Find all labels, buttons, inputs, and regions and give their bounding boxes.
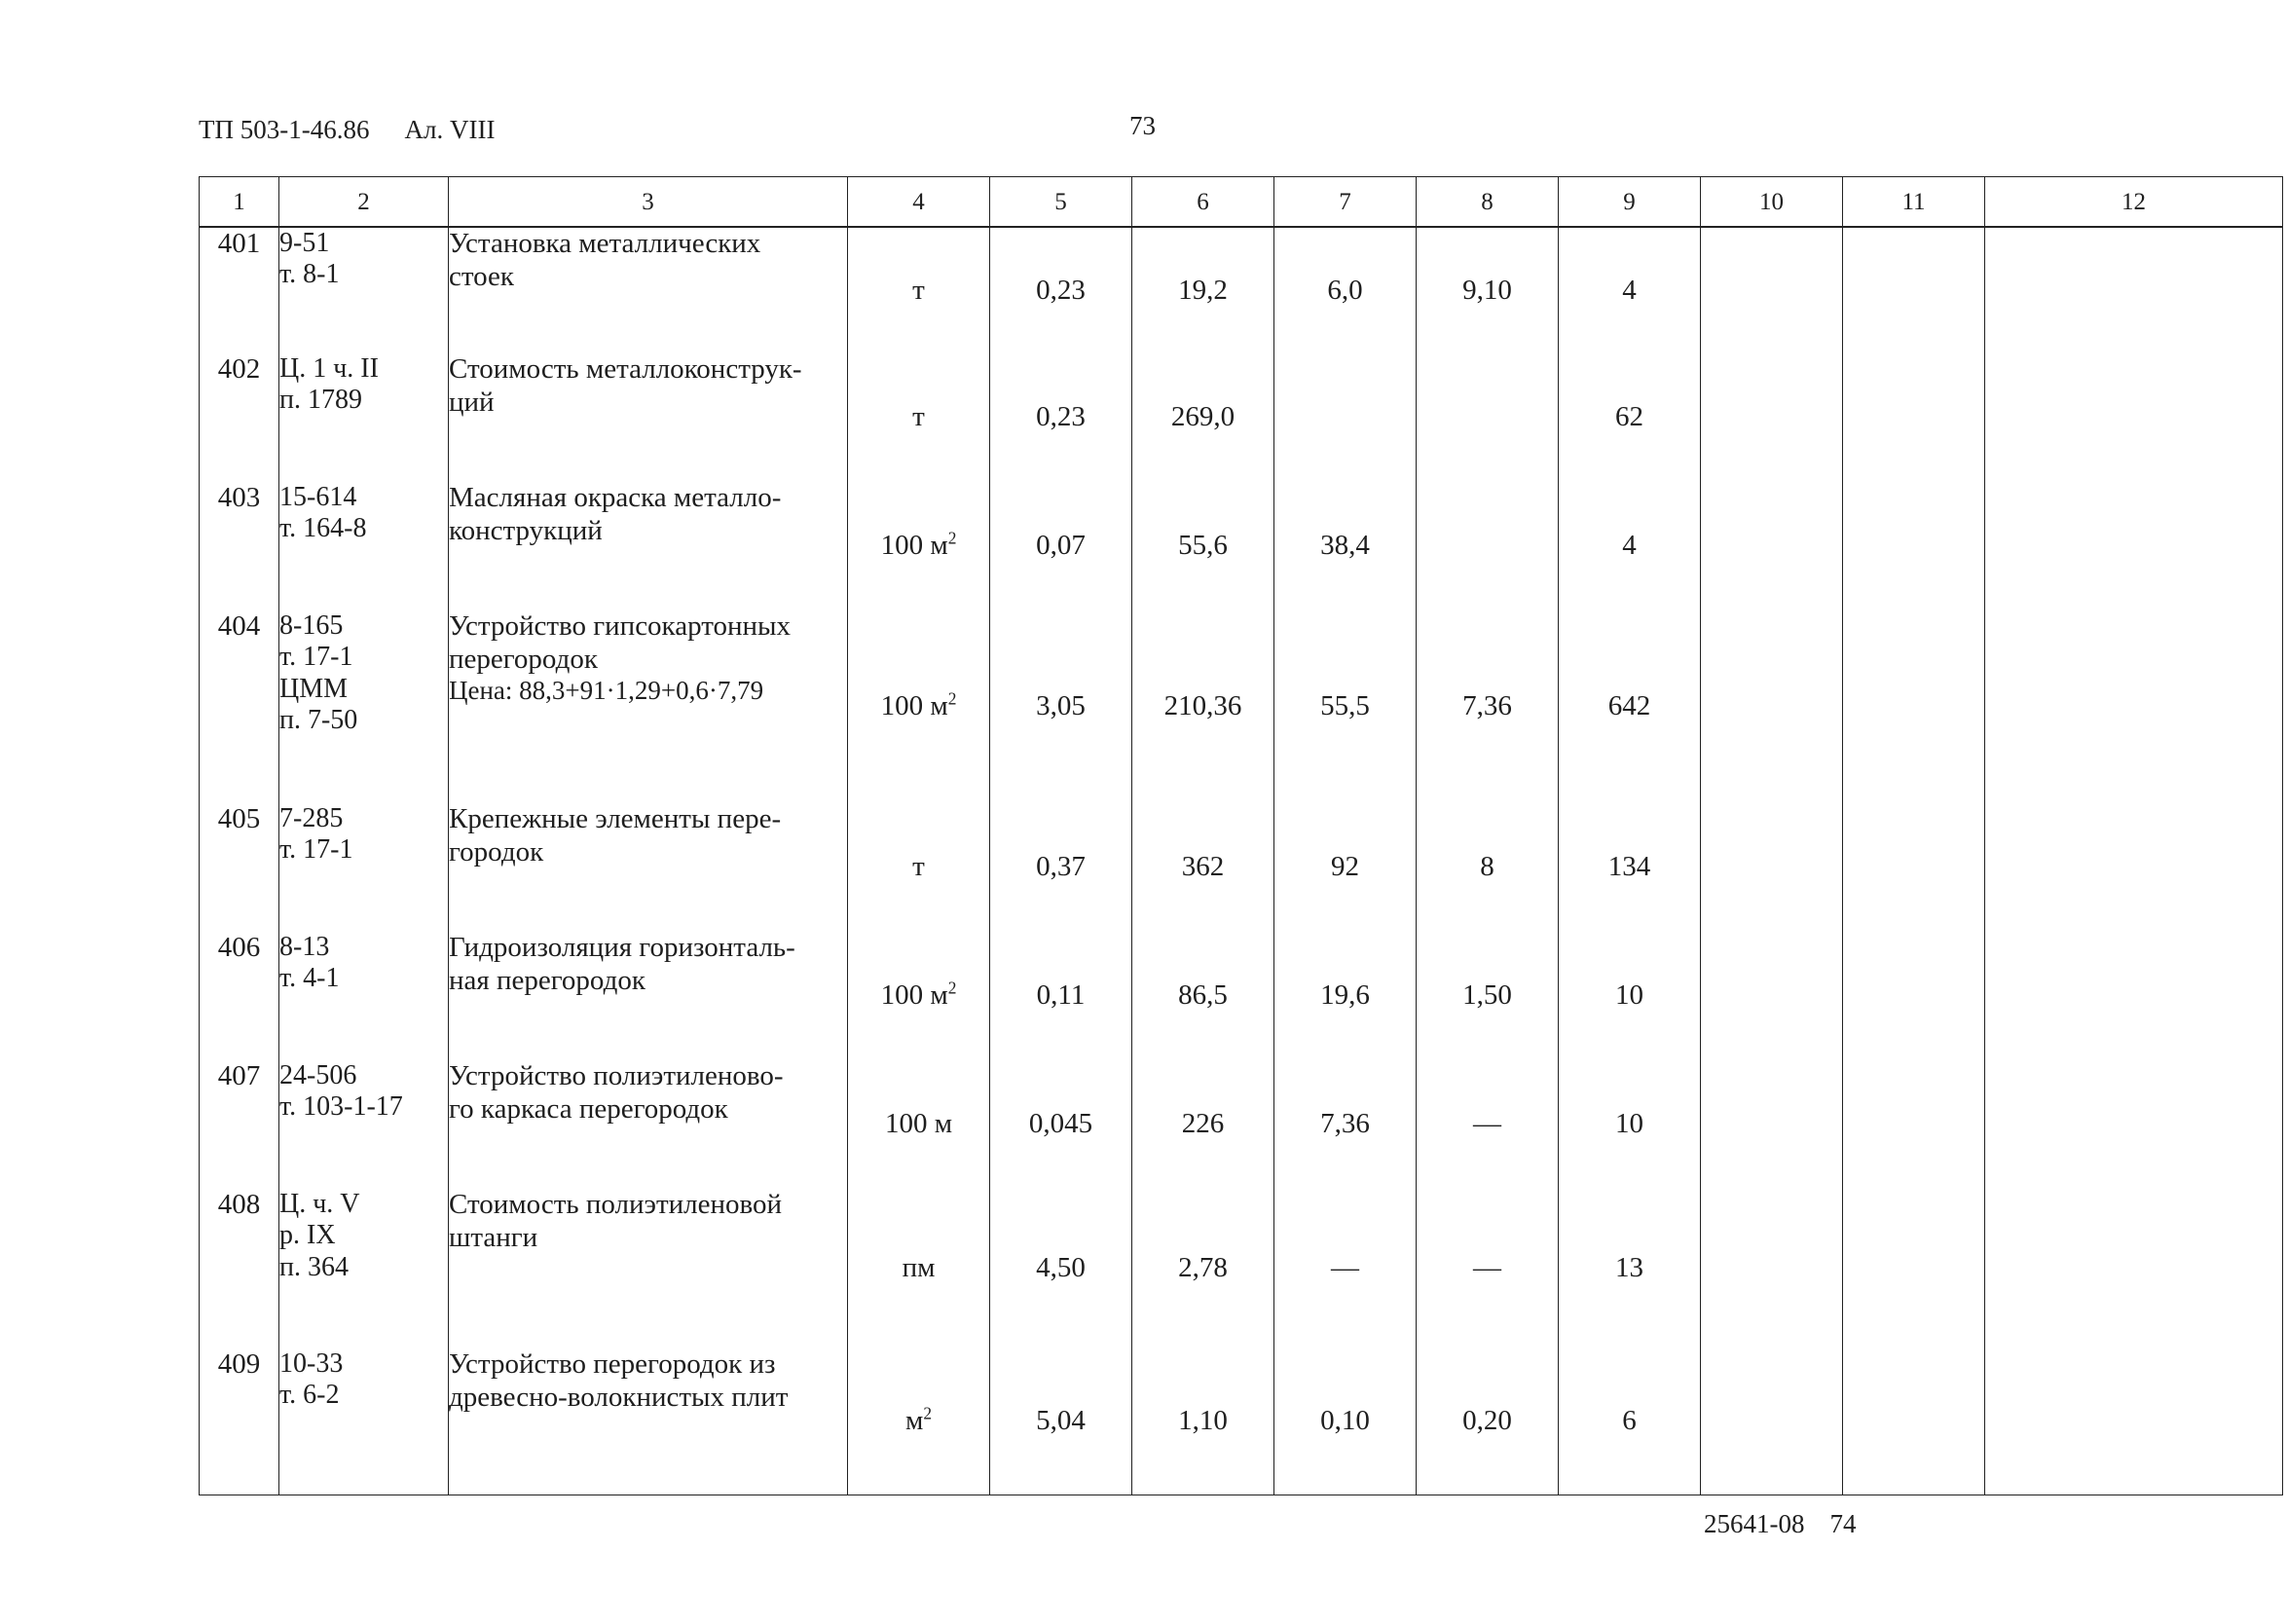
table-row [200,610,2283,803]
unit-cell [848,1060,990,1189]
norm-code-line: р. IX [279,1220,336,1251]
norm-code [279,1060,449,1189]
quantity-cell: 0,11 [990,932,1132,1060]
description-line: штанги [449,1221,538,1253]
wage-cost-cell: 19,6 [1274,932,1417,1060]
table-row [200,1060,2283,1189]
col11-cell [1843,1348,1985,1495]
norm-code-line: 8-165 [279,610,344,641]
description-line: Крепежные элементы пере- [449,803,782,834]
col12-cell [1985,932,2283,1060]
column-header: 1 [200,177,279,228]
norm-code-line: 7-285 [279,803,344,833]
work-description [449,482,848,610]
norm-code [279,610,449,803]
total-cost-cell: 10 [1559,932,1701,1060]
total-cost-cell: 134 [1559,803,1701,932]
col11-cell [1843,932,1985,1060]
col10-cell [1701,1348,1843,1495]
unit-superscript: 2 [947,978,957,998]
document-code: ТП 503-1-46.86 [199,115,370,144]
norm-code [279,1348,449,1495]
col10-cell [1701,482,1843,610]
row-number: 401 [200,227,279,353]
wage-cost-cell: 7,36 [1274,1060,1417,1189]
norm-code-line: т. 17-1 [279,642,353,673]
quantity-cell: 0,23 [990,353,1132,482]
unit-text: 100 м [884,1108,953,1140]
norm-code-line: п. 7-50 [279,705,358,736]
description-line: Масляная окраска металло- [449,482,782,513]
norm-code-line: Ц. ч. V [279,1189,360,1219]
column-header: 10 [1701,177,1843,228]
description-line: Устройство полиэтиленово- [449,1060,784,1091]
description-line: городок [449,835,544,867]
description-line: Установка металлических [449,228,761,259]
total-cost-cell: 4 [1559,482,1701,610]
column-header: 12 [1985,177,2283,228]
work-description [449,803,848,932]
quantity-cell: 0,23 [990,227,1132,353]
norm-code-line: п. 364 [279,1251,349,1282]
col10-cell [1701,1189,1843,1348]
unit-superscript: 2 [923,1403,933,1423]
norm-code [279,227,449,353]
row-number: 407 [200,1060,279,1189]
column-header: 11 [1843,177,1985,228]
unit-text: 100 м [880,530,948,562]
col10-cell [1701,610,1843,803]
column-header: 9 [1559,177,1701,228]
col10-cell [1701,1060,1843,1189]
work-description [449,227,848,353]
machine-cost-cell: 0,20 [1417,1348,1559,1495]
description-line: Устройство гипсокартонных [449,610,792,642]
col11-cell [1843,482,1985,610]
wage-cost-cell: 92 [1274,803,1417,932]
album-label: Ал. VIII [404,115,496,144]
column-header: 7 [1274,177,1417,228]
norm-code-line: т. 17-1 [279,834,353,866]
description-line: Цена: 88,3+91·1,29+0,6·7,79 [449,676,764,706]
quantity-cell: 4,50 [990,1189,1132,1348]
total-cost-cell: 6 [1559,1348,1701,1495]
footer-document-id: 25641-08 [1704,1509,1805,1538]
total-cost-cell: 13 [1559,1189,1701,1348]
unit-cell [848,353,990,482]
wage-cost-cell: — [1274,1189,1417,1348]
norm-code-line: т. 103-1-17 [279,1091,403,1123]
norm-code [279,803,449,932]
col12-cell [1985,610,2283,803]
unit-text: пм [902,1252,936,1284]
total-cost-cell: 4 [1559,227,1701,353]
work-description [449,1348,848,1495]
unit-text: 100 м [880,979,948,1012]
unit-cell [848,610,990,803]
description-line: Устройство перегородок из [449,1348,776,1380]
row-number: 406 [200,932,279,1060]
unit-cell [848,227,990,353]
col11-cell [1843,803,1985,932]
col10-cell [1701,227,1843,353]
row-number: 403 [200,482,279,610]
unit-cell [848,803,990,932]
norm-code-line: Ц. 1 ч. II [279,353,379,384]
col11-cell [1843,227,1985,353]
unit-text: т [912,401,925,433]
unit-cost-cell: 55,6 [1132,482,1274,610]
norm-code-line: 24-506 [279,1060,357,1090]
machine-cost-cell: — [1417,1189,1559,1348]
norm-code-line: 10-33 [279,1348,344,1379]
row-number: 404 [200,610,279,803]
col11-cell [1843,610,1985,803]
col12-cell [1985,803,2283,932]
table-header [200,177,2283,228]
description-line: ная перегородок [449,964,646,996]
norm-code-line: ЦММ [279,673,349,704]
page-header [199,115,530,145]
col12-cell [1985,1348,2283,1495]
column-header: 6 [1132,177,1274,228]
column-header: 5 [990,177,1132,228]
table-row [200,932,2283,1060]
wage-cost-cell: 38,4 [1274,482,1417,610]
wage-cost-cell: 0,10 [1274,1348,1417,1495]
col11-cell [1843,1189,1985,1348]
quantity-cell: 0,045 [990,1060,1132,1189]
table-row [200,353,2283,482]
page-footer [1704,1509,1882,1539]
machine-cost-cell: 7,36 [1417,610,1559,803]
col12-cell [1985,353,2283,482]
norm-code-line: т. 8-1 [279,259,340,290]
work-description [449,1189,848,1348]
col10-cell [1701,353,1843,482]
wage-cost-cell: 55,5 [1274,610,1417,803]
norm-code [279,353,449,482]
table-body [200,227,2283,1495]
column-header: 2 [279,177,449,228]
estimate-table [199,176,2283,1495]
norm-code-line: 8-13 [279,932,330,962]
table-row [200,1189,2283,1348]
machine-cost-cell: 9,10 [1417,227,1559,353]
quantity-cell: 5,04 [990,1348,1132,1495]
work-description [449,353,848,482]
col12-cell [1985,1189,2283,1348]
quantity-cell: 3,05 [990,610,1132,803]
description-line: конструкций [449,514,603,546]
unit-cost-cell: 19,2 [1132,227,1274,353]
norm-code [279,482,449,610]
machine-cost-cell [1417,482,1559,610]
description-line: ций [449,386,495,418]
machine-cost-cell: 8 [1417,803,1559,932]
unit-cost-cell: 269,0 [1132,353,1274,482]
unit-text: т [912,274,925,306]
unit-cost-cell: 86,5 [1132,932,1274,1060]
total-cost-cell: 10 [1559,1060,1701,1189]
wage-cost-cell: 6,0 [1274,227,1417,353]
machine-cost-cell: — [1417,1060,1559,1189]
col12-cell [1985,482,2283,610]
col12-cell [1985,1060,2283,1189]
quantity-cell: 0,07 [990,482,1132,610]
unit-cell [848,1189,990,1348]
unit-cost-cell: 1,10 [1132,1348,1274,1495]
unit-cost-cell: 210,36 [1132,610,1274,803]
column-header: 3 [449,177,848,228]
norm-code-line: п. 1789 [279,385,362,416]
unit-text: т [912,851,925,883]
description-line: Стоимость полиэтиленовой [449,1189,783,1220]
column-header: 4 [848,177,990,228]
norm-code-line: т. 6-2 [279,1380,340,1411]
norm-code-line: т. 164-8 [279,513,367,544]
unit-text: м [904,1404,924,1436]
unit-superscript: 2 [947,528,957,548]
col10-cell [1701,932,1843,1060]
norm-code-line: т. 4-1 [279,963,340,994]
description-line: Стоимость металлоконструк- [449,353,802,385]
work-description [449,610,848,803]
row-number: 405 [200,803,279,932]
row-number: 408 [200,1189,279,1348]
col12-cell [1985,227,2283,353]
description-line: перегородок [449,643,598,675]
table-row [200,803,2283,932]
row-number: 409 [200,1348,279,1495]
machine-cost-cell [1417,353,1559,482]
work-description [449,932,848,1060]
col11-cell [1843,1060,1985,1189]
footer-page-number: 74 [1829,1509,1857,1538]
unit-cell [848,1348,990,1495]
unit-cost-cell: 226 [1132,1060,1274,1189]
column-header: 8 [1417,177,1559,228]
norm-code-line: 9-51 [279,228,330,258]
description-line: древесно-волокнистых плит [449,1381,789,1413]
unit-text: 100 м [880,690,948,722]
total-cost-cell: 642 [1559,610,1701,803]
quantity-cell: 0,37 [990,803,1132,932]
unit-superscript: 2 [947,688,957,709]
col10-cell [1701,803,1843,932]
unit-cost-cell: 2,78 [1132,1189,1274,1348]
table-row [200,1348,2283,1495]
table-row [200,227,2283,353]
unit-cost-cell: 362 [1132,803,1274,932]
machine-cost-cell: 1,50 [1417,932,1559,1060]
work-description [449,1060,848,1189]
total-cost-cell: 62 [1559,353,1701,482]
unit-cell [848,482,990,610]
page-number: 73 [1129,111,1156,140]
row-number: 402 [200,353,279,482]
norm-code [279,932,449,1060]
wage-cost-cell [1274,353,1417,482]
norm-code-line: 15-614 [279,482,357,512]
description-line: Гидроизоляция горизонталь- [449,932,795,963]
description-line: стоек [449,260,514,292]
table-row [200,482,2283,610]
norm-code [279,1189,449,1348]
unit-cell [848,932,990,1060]
col11-cell [1843,353,1985,482]
description-line: го каркаса перегородок [449,1092,728,1125]
